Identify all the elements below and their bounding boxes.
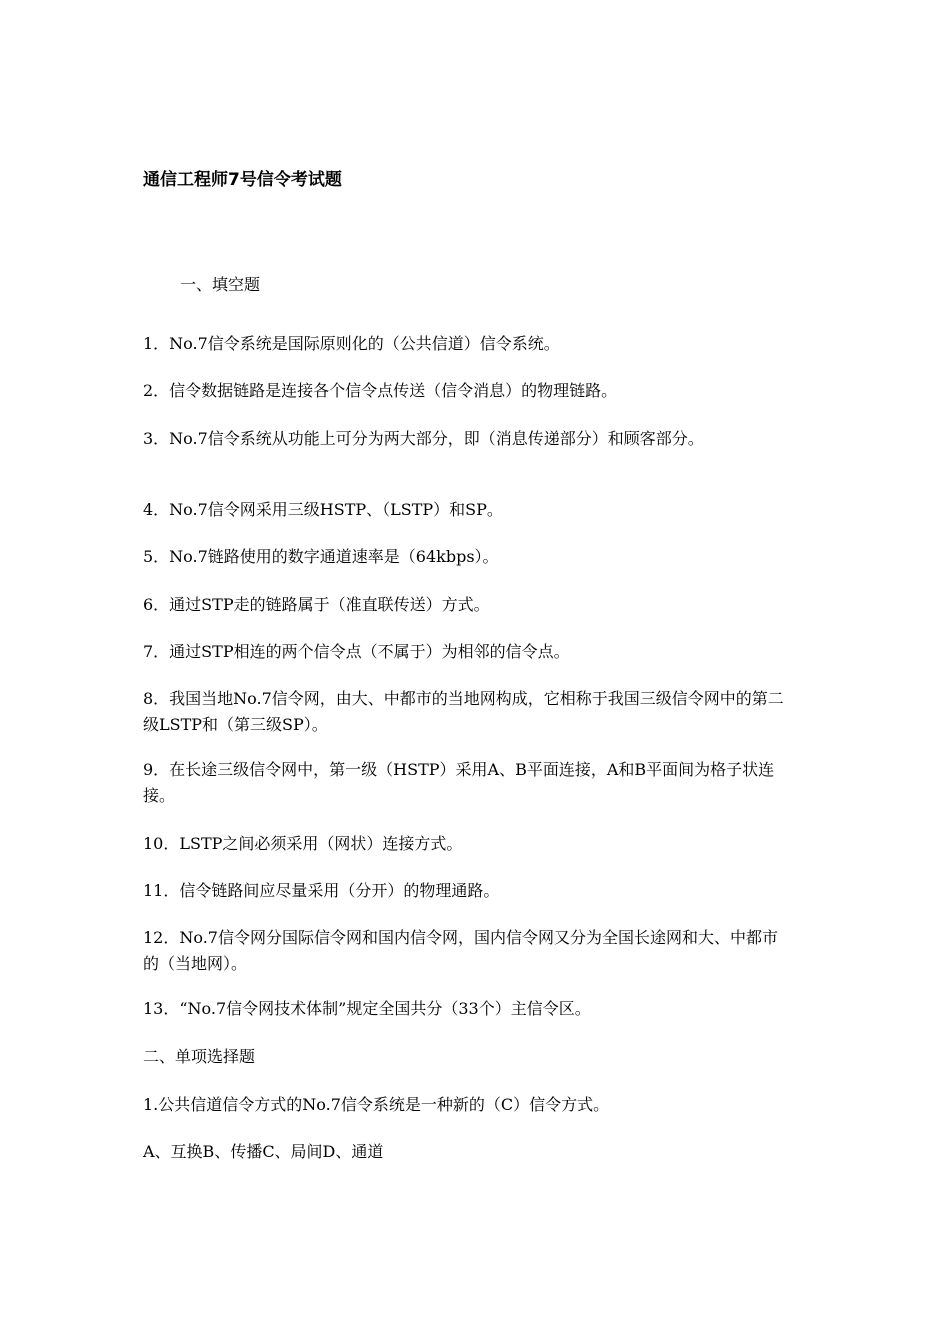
list-item: 3．No.7信令系统从功能上可分为两大部分，即（消息传递部分）和顾客部分。 — [143, 429, 704, 448]
list-item: 6．通过STP走的链路属于（准直联传送）方式。 — [143, 595, 490, 614]
list-item: 5．No.7链路使用的数字通道速率是（64kbps）。 — [143, 547, 499, 566]
list-item: 11．信令链路间应尽量采用（分开）的物理通路。 — [143, 881, 500, 900]
question-options: A、互换B、传播C、局间D、通道 — [143, 1142, 384, 1161]
list-item: 10．LSTP之间必须采用（网状）连接方式。 — [143, 834, 463, 853]
list-item: 8．我国当地No.7信令网，由大、中都市的当地网构成，它相称于我国三级信令网中的第二级LSTP和（第三级SP）。 — [143, 689, 784, 734]
list-item: 1．No.7信令系统是国际原则化的（公共信道）信令系统。 — [143, 334, 560, 353]
list-item: 2．信令数据链路是连接各个信令点传送（信令消息）的物理链路。 — [143, 381, 618, 400]
question-item: 1.公共信道信令方式的No.7信令系统是一种新的（C）信令方式。 — [143, 1095, 610, 1114]
section-heading-single-choice: 二、单项选择题 — [143, 1047, 256, 1066]
document-title: 通信工程师7号信令考试题 — [143, 170, 342, 190]
section-heading-fill-in: 一、填空题 — [180, 275, 261, 294]
list-item: 9．在长途三级信令网中，第一级（HSTP）采用A、B平面连接，A和B平面间为格子状连接。 — [143, 760, 775, 805]
list-item: 4．No.7信令网采用三级HSTP、（LSTP）和SP。 — [143, 500, 503, 519]
list-item: 12．No.7信令网分国际信令网和国内信令网，国内信令网又分为全国长途网和大、中都市的（当地网）。 — [143, 928, 778, 973]
list-item: 13．“No.7信令网技术体制”规定全国共分（33个）主信令区。 — [143, 999, 591, 1018]
list-item: 7．通过STP相连的两个信令点（不属于）为相邻的信令点。 — [143, 642, 570, 661]
